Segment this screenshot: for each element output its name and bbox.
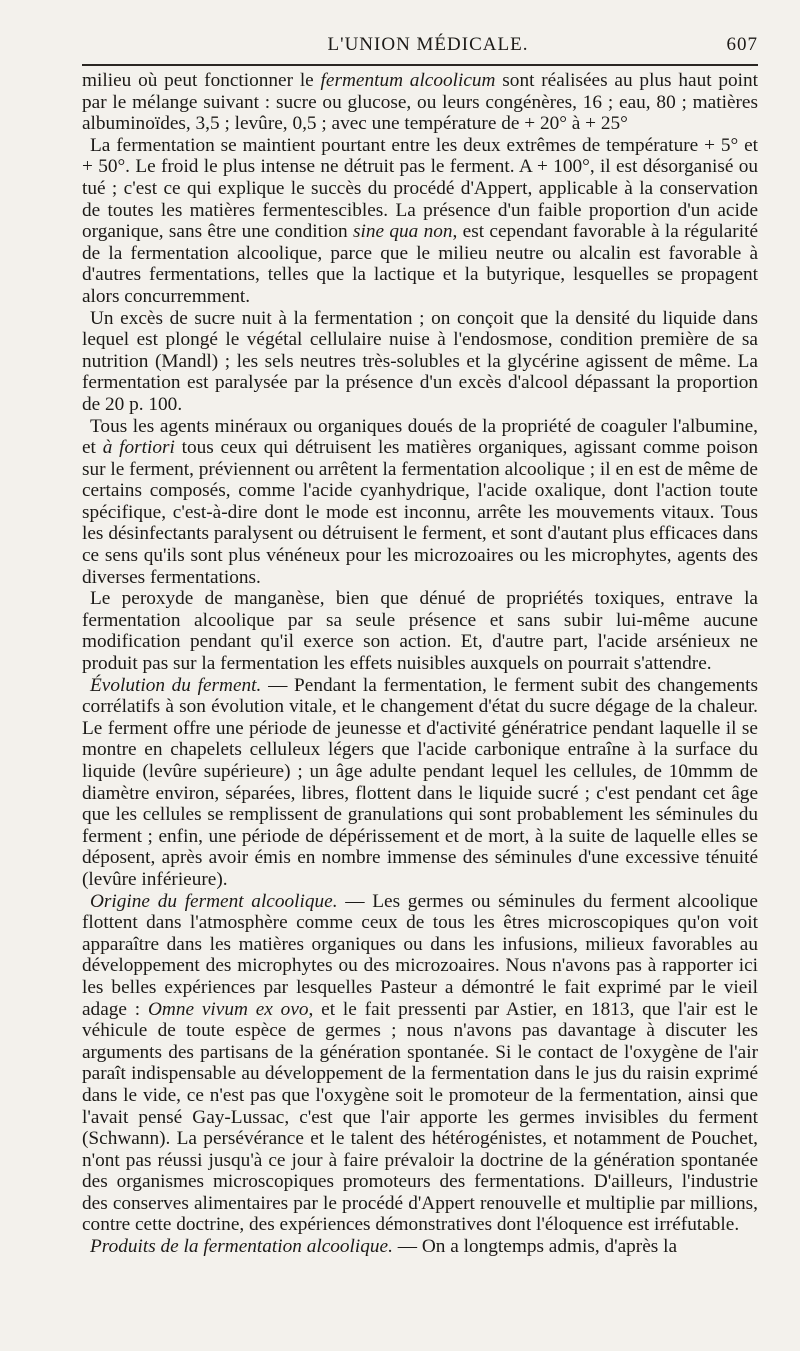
text-run: — Les germes ou séminules du ferment alcoolique flottent dans l'atmosphère comme ceux de tous les êtres microscopiques qu'on voit apparaître dans les matières organiques ou dans les infusions, milieux favorables au développement des microphytes ou des microzoaires. Nous n'avons pas à rapporter ici les belles expériences par lesquelles Pasteur a démontré le fait exprimé par le vieil adage :: [82, 890, 758, 1020]
text-run: sont réalisées au plus haut point par le mélange suivant : sucre ou glucose, ou leurs congénères, 16 ; eau, 80 ; matières albuminoïdes, 3,5 ; levûre, 0,5 ; avec une température de + 20° à + 25°: [82, 70, 758, 135]
page-header: [82, 30, 758, 60]
paragraph: [82, 588, 758, 674]
text-run: milieu où peut fonctionner le: [82, 70, 321, 91]
italic-run: fermentum alcoolicum: [320, 70, 496, 91]
header-rule: [82, 64, 758, 66]
text-run: , et le fait pressenti par Astier, en 1813, que l'air est le véhicule de toute espèce de germes ; nous n'avons pas davantage à discuter les arguments des partisans de la génération spontanée. Si le contact de l'oxygène de l'air paraît indispensable au développement de la fermentation dans le jus du raisin exprimé dans le vide, ce n'est pas que l'oxygène soit le promoteur de la fermentation, ainsi que l'avait pensé Gay-Lussac, c'est que l'air apporte les germes invisibles du ferment (Schwann). La persévérance et le talent des hétérogénistes, et notamment de Pouchet, n'ont pas réussi jusqu'à ce jour à faire prévaloir la doctrine de la génération spontanée des organismes microscopiques promoteurs des fermentations. D'ailleurs, l'industrie des conserves alimentaires par le procédé d'Appert renouvelle et multiplie par millions, contre cette doctrine, des expériences démonstratives dont l'éloquence est irréfutable.: [82, 998, 758, 1236]
paragraph: [82, 891, 758, 1237]
text-run: Tous les agents minéraux ou organiques doués de la propriété de coaguler l'albumine, et: [82, 415, 758, 459]
italic-run: Produits de la fermentation alcoolique.: [90, 1236, 393, 1258]
paragraph: [82, 675, 758, 891]
body-text: [82, 70, 758, 1258]
paragraph: [82, 416, 758, 589]
italic-run: Omne vivum ex ovo: [147, 998, 309, 1020]
text-run: Un excès de sucre nuit à la fermentation ; on conçoit que la densité du liquide dans lequel est plongé le végétal cellulaire nuise à l'endosmose, condition première de sa nutrition (Mandl) ; les sels neutres très-solubles et la glycérine agissent de même. La fermentation est paralysée par la présence d'un excès d'alcool dépassant la proportion de 20 p. 100.: [82, 307, 758, 415]
text-run: — Pendant la fermentation, le ferment subit des changements corrélatifs à son évolution vitale, et le changement d'état du sucre dégage de la chaleur. Le ferment offre une période de jeunesse et d'activité génératrice pendant laquelle il se montre en chapelets celluleux légers que l'acide carbonique entraîne à la surface du liquide (levûre supérieure) ; un âge adulte pendant lequel les cellules, de 10mmm de diamètre environ, séparées, libres, flottent dans le liquide sucré ; c'est pendant cet âge que les cellules se remplissent de granulations qui sont probablement les séminules du ferment ; enfin, une période de dépérissement et de mort, à la suite de laquelle elles se déposent, après avoir émis en nombre immense des séminules d'une excessive ténuité (levûre inférieure).: [82, 674, 758, 890]
italic-run: Évolution du ferment.: [90, 674, 262, 696]
text-run: tous ceux qui détruisent les matières organiques, agissant comme poison sur le ferment, préviennent ou arrêtent la fermentation alcoolique ; il en est de même de certains composés, comme l'acide cyanhydrique, l'acide oxalique, dont l'action toute spécifique, c'est-à-dire dont le mode est inconnu, arrête les mouvements vitaux. Tous les désinfectants paralysent ou détruisent le ferment, et sont d'autant plus efficaces dans ce sens qu'ils sont plus vénéneux pour les microzoaires ou les microphytes, agents des diverses fermentations.: [82, 437, 758, 588]
page-number: 607: [726, 34, 758, 55]
running-title: L'UNION MÉDICALE.: [327, 34, 529, 55]
text-run: — On a longtemps admis, d'après la: [392, 1236, 678, 1258]
paragraph: [82, 1236, 758, 1258]
text-run: La fermentation se maintient pourtant entre les deux extrêmes de température + 5° et + 50°. Le froid le plus intense ne détruit pas le ferment. A + 100°, il est désorganisé ou tué ; c'est ce qui explique le succès du procédé d'Appert, applicable à la conservation de toutes les matières fermentescibles. La présence d'un faible proportion d'un acide organique, sans être une condition: [82, 134, 758, 243]
text-run: Le peroxyde de manganèse, bien que dénué de propriétés toxiques, entrave la fermentation alcoolique par sa seule présence et sans subir lui-même aucune modification pendant qu'il exerce son action. Et, d'autre part, l'acide arsénieux ne produit pas sur la fermentation les effets nuisibles auxquels on pourrait s'attendre.: [82, 588, 758, 675]
paragraph: [82, 135, 758, 308]
paragraph: [82, 308, 758, 416]
italic-run: à fortiori: [102, 437, 175, 459]
text-run: , est cependant favorable à la régularité de la fermentation alcoolique, parce que le milieu neutre ou alcalin est favorable à d'autres fermentations, telles que la lactique et la butyrique, lesquelles se propagent alors concurremment.: [82, 221, 758, 307]
paragraph: [82, 70, 758, 135]
italic-run: Origine du ferment alcoolique.: [90, 890, 338, 912]
italic-run: sine qua non: [352, 221, 453, 243]
